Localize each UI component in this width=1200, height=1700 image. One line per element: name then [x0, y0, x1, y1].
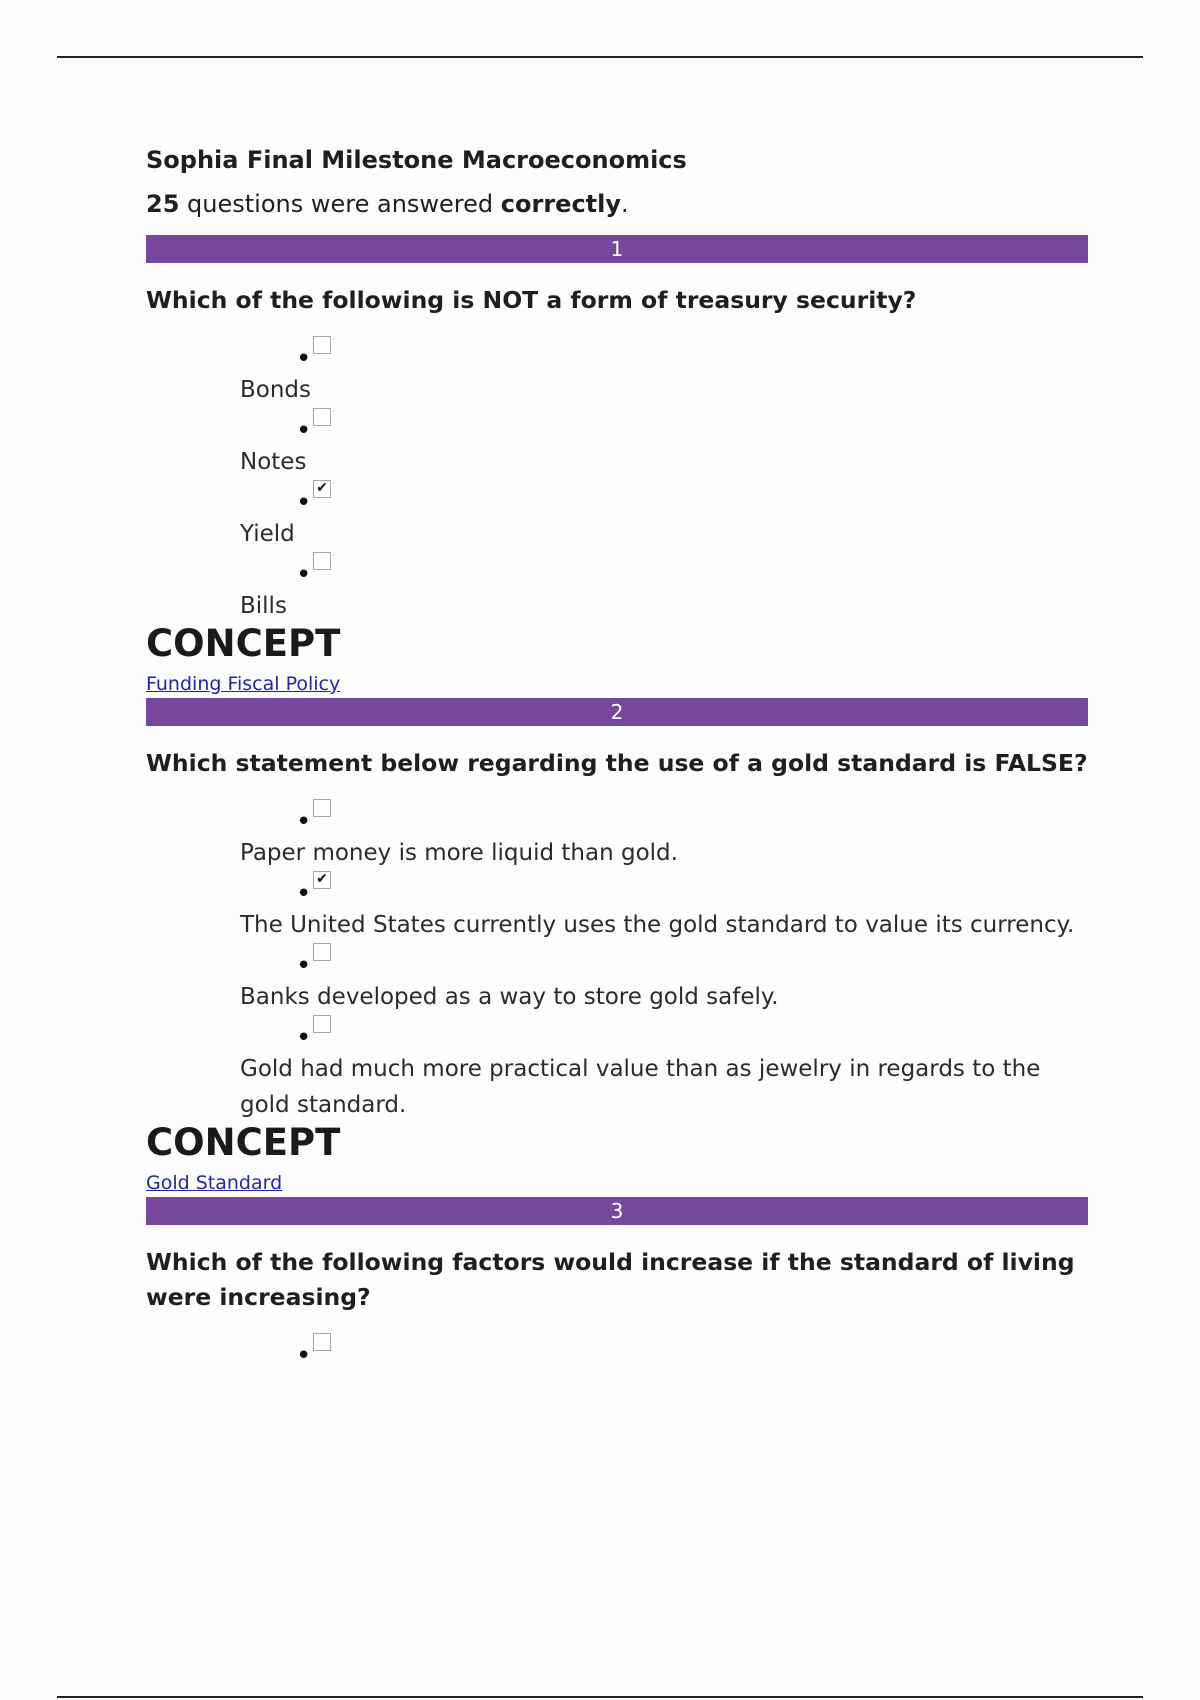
concept-heading: CONCEPT: [146, 622, 341, 665]
concept-link[interactable]: Gold Standard: [146, 1172, 283, 1194]
answer-option[interactable]: [146, 552, 1088, 624]
option-control: [240, 408, 1088, 444]
option-control: [240, 1333, 1088, 1369]
bullet-icon: •: [296, 1023, 312, 1053]
answer-option[interactable]: [146, 871, 1088, 943]
bullet-icon: •: [296, 879, 312, 909]
option-text: Banks developed as a way to store gold safely.: [240, 984, 779, 1010]
score-middle-text: questions were answered: [179, 190, 501, 218]
question-3: [146, 1197, 1088, 1369]
score-summary: [146, 184, 1088, 224]
bullet-icon: •: [296, 951, 312, 981]
document-body: [146, 140, 1088, 1369]
option-text: The United States currently uses the gold standard to value its currency.: [240, 912, 1075, 938]
answer-options: [146, 799, 1088, 1123]
answer-option[interactable]: [146, 943, 1088, 1015]
answer-option[interactable]: [146, 1333, 1088, 1369]
option-text: Bills: [240, 593, 287, 619]
score-emphasis: correctly: [500, 190, 622, 218]
option-control: [240, 871, 1088, 907]
checkbox-icon[interactable]: [313, 943, 331, 961]
question-text: Which of the following is NOT a form of treasury security?: [146, 286, 917, 314]
bullet-icon: •: [296, 807, 312, 837]
answer-option[interactable]: [146, 336, 1088, 408]
checkbox-icon[interactable]: [313, 1015, 331, 1033]
question-number-bar: 1: [146, 235, 1088, 263]
question-number-bar: 2: [146, 698, 1088, 726]
bullet-icon: •: [296, 488, 312, 518]
option-text: Yield: [240, 521, 295, 547]
checkbox-icon[interactable]: [313, 799, 331, 817]
document-title: Sophia Final Milestone Macroeconomics: [146, 146, 687, 174]
answer-options: [146, 1333, 1088, 1369]
bullet-icon: •: [296, 560, 312, 590]
option-control: [240, 943, 1088, 979]
question-number-bar: 3: [146, 1197, 1088, 1225]
option-control: [240, 480, 1088, 516]
page-bottom-rule: [57, 1696, 1143, 1698]
answer-option[interactable]: [146, 480, 1088, 552]
answer-option[interactable]: [146, 408, 1088, 480]
score-end: .: [621, 190, 629, 218]
score-count: 25: [146, 190, 180, 218]
question-text: Which of the following factors would increase if the standard of living were increasing?: [146, 1248, 1075, 1311]
checkbox-icon[interactable]: [313, 552, 331, 570]
checkbox-icon[interactable]: [313, 408, 331, 426]
bullet-icon: •: [296, 344, 312, 374]
bullet-icon: •: [296, 416, 312, 446]
option-text: Notes: [240, 449, 307, 475]
answer-option[interactable]: [146, 1015, 1088, 1123]
answer-option[interactable]: [146, 799, 1088, 871]
concept-link[interactable]: Funding Fiscal Policy: [146, 673, 341, 695]
option-control: [240, 336, 1088, 372]
checkbox-icon[interactable]: [313, 336, 331, 354]
question-text: Which statement below regarding the use of a gold standard is FALSE?: [146, 749, 1088, 777]
page-top-rule: [57, 56, 1143, 58]
option-text: Gold had much more practical value than as jewelry in regards to the gold standard.: [240, 1056, 1041, 1118]
bullet-icon: •: [296, 1341, 312, 1371]
checked-checkbox-icon[interactable]: ✔: [313, 480, 331, 498]
option-control: [240, 799, 1088, 835]
question-1: [146, 235, 1088, 696]
option-text: Bonds: [240, 377, 312, 403]
checked-checkbox-icon[interactable]: ✔: [313, 871, 331, 889]
option-control: [240, 1015, 1088, 1051]
option-control: [240, 552, 1088, 588]
question-2: [146, 698, 1088, 1195]
option-text: Paper money is more liquid than gold.: [240, 840, 678, 866]
checkbox-icon[interactable]: [313, 1333, 331, 1351]
answer-options: [146, 336, 1088, 624]
concept-heading: CONCEPT: [146, 1121, 341, 1164]
